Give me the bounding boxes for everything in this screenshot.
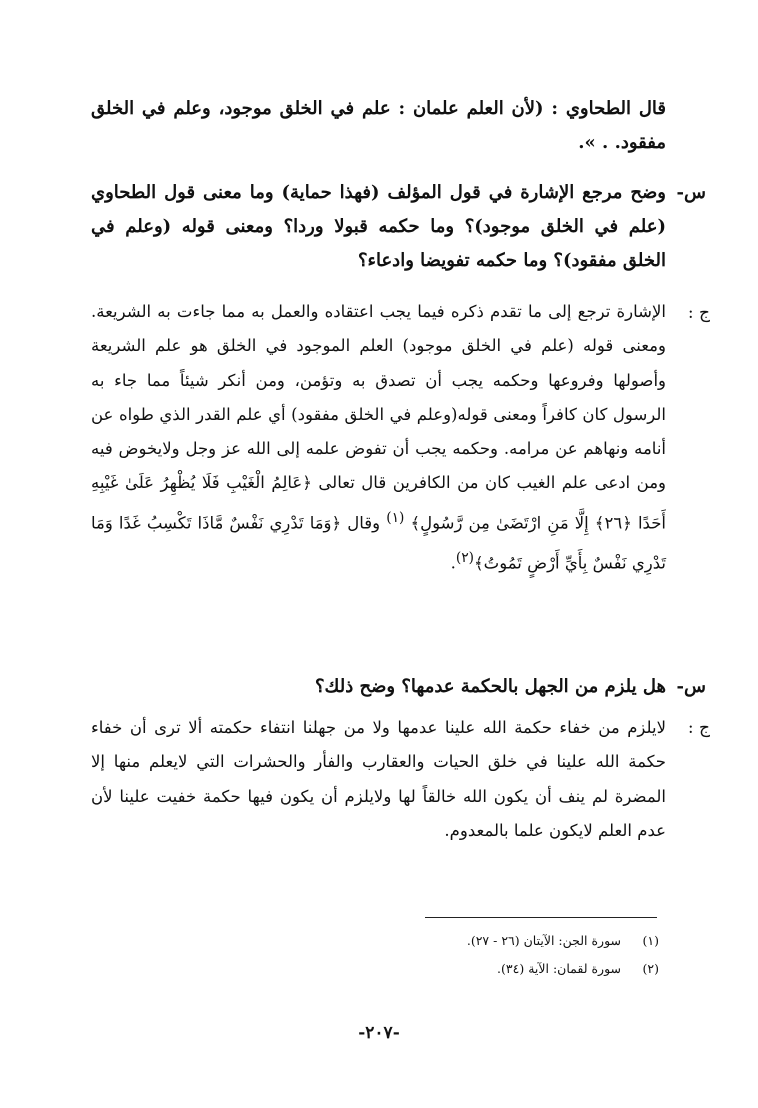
answer-1-ending: . xyxy=(450,553,456,573)
footnote-2-number: (٢) xyxy=(642,961,659,976)
intro-paragraph: قال الطحاوي : (لأن العلم علمان : علم في الخلق موجود، وعلم في الخلق مفقود. . ». xyxy=(91,98,666,153)
answer-1-body: الإشارة ترجع إلى ما تقدم ذكره فيما يجب اعتقاده والعمل به مما جاءت به الشريعة. ومعنى قوله (علم في الخلق موجود) العلم الموجود في الخلق هو علم الشريعة وأصولها وفروعها وحكمه يجب أن تصدق به وتؤمن، ومن أنكر شيئاً مما جاء به الرسول كان كافراً ومعنى قوله(وعلم في الخلق مفقود) أي علم القدر الذي طواه عن أنامه ونهاهم عن مرامه. وحكمه يجب أن تفوض علمه إلى الله عز وجل ولايخوض فيه ومن ادعى علم الغيب كان من الكافرين قال تعالى xyxy=(91,302,666,493)
footnote-1-number: (١) xyxy=(642,933,659,948)
footnote-2 xyxy=(497,958,659,980)
footnote-separator xyxy=(425,917,657,918)
question-2-label: س- xyxy=(676,676,706,697)
footnote-1 xyxy=(467,930,659,952)
answer-2-label: ج : xyxy=(687,718,710,738)
question-1-text: وضح مرجع الإشارة في قول المؤلف (فهذا حماية) وما معنى قول الطحاوي (علم في الخلق موجود)؟ وما حكمه قبولا وردا؟ ومعنى قوله (وعلم في الخلق مفقود)؟ وما حكمه تفويضا وادعاء؟ xyxy=(91,182,666,271)
footnote-1-text: سورة الجن: الآيتان (٢٦ - ٢٧). xyxy=(466,933,621,948)
quran-verse-2: ﴿وَمَا تَدْرِي نَفْسٌ مَّاذَا تَكْسِبُ غَدًا وَمَا تَدْرِي نَفْسٌ بِأَيِّ أَرْضٍ تَمُوتُ﴾ xyxy=(91,513,666,573)
answer-1-text xyxy=(91,295,666,580)
footnote-2-text: سورة لقمان: الآية (٣٤). xyxy=(497,961,621,976)
footnote-ref-1: (١) xyxy=(386,509,405,526)
page-number: -٢٠٧- xyxy=(358,1023,400,1043)
answer-1-label: ج : xyxy=(687,303,710,323)
question-1-label: س- xyxy=(676,182,706,203)
question-2-text: هل يلزم من الجهل بالحكمة عدمها؟ وضح ذلك؟ xyxy=(315,676,666,697)
answer-2-text: لايلزم من خفاء حكمة الله علينا عدمها ولا من جهلنا انتفاء حكمته ألا ترى أن خفاء حكمة الله علينا في خلق الحيات والعقارب والفأر والحشرات التي لايعلم منها إلا المضرة لم ينف أن يكون الله خالقاً لها ولايلزم أن يكون فيها حكمة خفيت علينا لأن عدم العلم لايكون علما بالمعدوم. xyxy=(91,718,666,840)
quran-verse-1: ﴿عَالِمُ الْغَيْبِ فَلَا يُظْهِرُ عَلَىٰ غَيْبِهِ أَحَدًا ﴿٢٦﴾ إِلَّا مَنِ ارْتَضَىٰ مِن رَّسُولٍ﴾ xyxy=(91,473,666,533)
answer-1-connector: وقال xyxy=(341,513,387,533)
footnote-ref-2: (٢) xyxy=(455,549,475,566)
